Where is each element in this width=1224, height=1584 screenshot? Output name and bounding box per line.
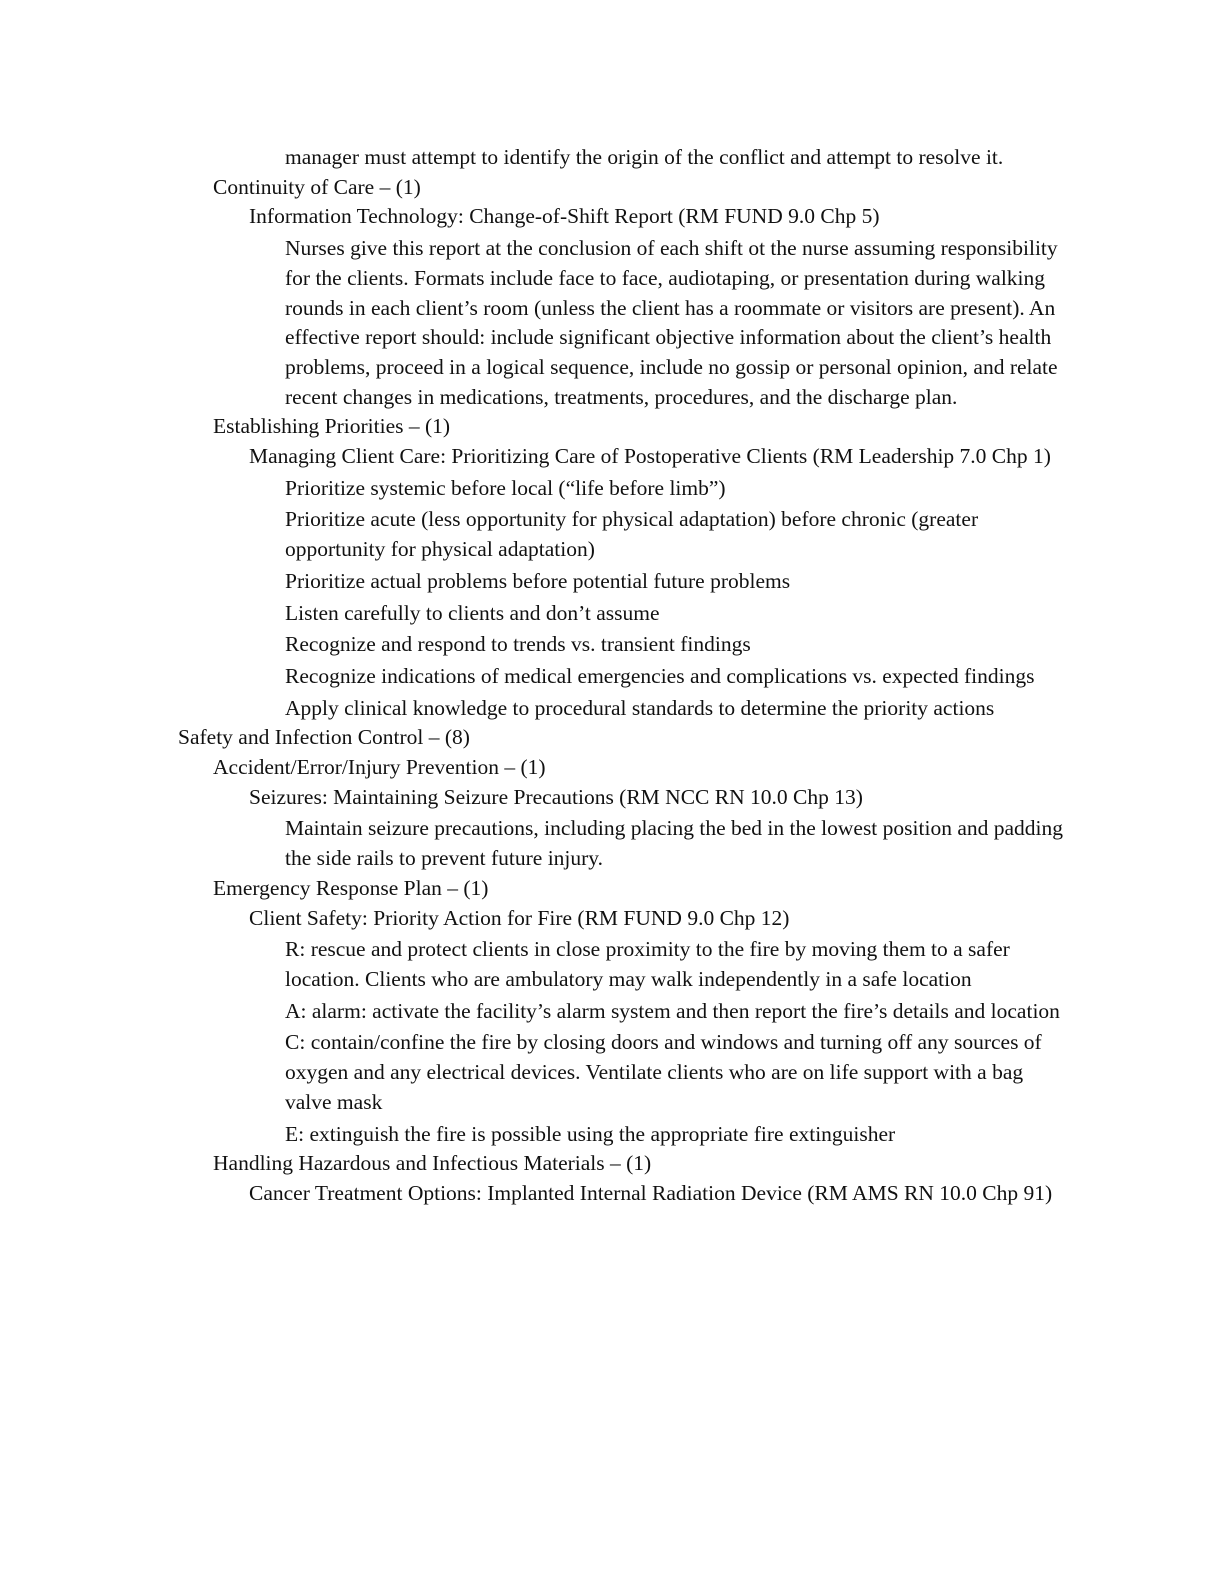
list-item: R: rescue and protect clients in close proximity to the fire by moving them to a safer location. Clients who are ambulatory may walk independently in a safe location bbox=[285, 937, 1010, 991]
intro-continuation-text: manager must attempt to identify the origin of the conflict and attempt to resolve it. bbox=[285, 145, 1004, 169]
continuity-topic: Information Technology: Change-of-Shift Report (RM FUND 9.0 Chp 5) bbox=[249, 204, 880, 229]
emergency-heading: Emergency Response Plan – (1) bbox=[213, 875, 489, 900]
priorities-topic: Managing Client Care: Prioritizing Care of Postoperative Clients (RM Leadership 7.0 Chp 1) bbox=[249, 444, 1051, 469]
hazardous-heading: Handling Hazardous and Infectious Materials – (1) bbox=[213, 1151, 652, 1176]
document-page bbox=[0, 143, 1224, 1209]
safety-heading: Safety and Infection Control – (8) bbox=[178, 725, 470, 750]
list-item: Recognize indications of medical emergencies and complications vs. expected findings bbox=[285, 663, 1035, 688]
continuity-heading: Continuity of Care – (1) bbox=[213, 174, 421, 199]
emergency-topic: Client Safety: Priority Action for Fire (RM FUND 9.0 Chp 12) bbox=[249, 905, 790, 930]
list-item: Prioritize systemic before local (“life before limb”) bbox=[285, 475, 726, 500]
hazardous-topic: Cancer Treatment Options: Implanted Internal Radiation Device (RM AMS RN 10.0 Chp 91) bbox=[249, 1180, 1053, 1205]
list-item: Listen carefully to clients and don’t assume bbox=[285, 600, 660, 625]
list-item: Prioritize actual problems before potential future problems bbox=[285, 568, 791, 593]
list-item: Prioritize acute (less opportunity for physical adaptation) before chronic (greater opportunity for physical adaptation) bbox=[285, 507, 979, 562]
priorities-heading: Establishing Priorities – (1) bbox=[213, 414, 451, 439]
list-item: Nurses give this report at the conclusion of each shift ot the nurse assuming responsibility for the clients. Formats include face to face, audiotaping, or presentation during walking rounds in each client’s room (unless the client has a roommate or visitors are present). An effective report should: include significant objective information about the client’s health problems, proceed in a logical sequence, include no gossip or personal opinion, and relate recent changes in medications, treatments, procedures, and the discharge plan. bbox=[285, 236, 1058, 409]
list-item: A: alarm: activate the facility’s alarm system and then report the fire’s details and location bbox=[285, 998, 1060, 1023]
list-item: Apply clinical knowledge to procedural standards to determine the priority actions bbox=[285, 695, 995, 720]
list-item: Recognize and respond to trends vs. transient findings bbox=[285, 632, 751, 657]
accident-heading: Accident/Error/Injury Prevention – (1) bbox=[213, 755, 546, 780]
list-item: Maintain seizure precautions, including placing the bed in the lowest position and padding the side rails to prevent future injury. bbox=[285, 816, 1063, 871]
accident-topic: Seizures: Maintaining Seizure Precautions (RM NCC RN 10.0 Chp 13) bbox=[249, 784, 863, 809]
list-item: E: extinguish the fire is possible using the appropriate fire extinguisher bbox=[285, 1121, 896, 1146]
list-item: C: contain/confine the fire by closing doors and windows and turning off any sources of oxygen and any electrical devices. Ventilate clients who are on life support with a bag valve mask bbox=[285, 1030, 1042, 1114]
